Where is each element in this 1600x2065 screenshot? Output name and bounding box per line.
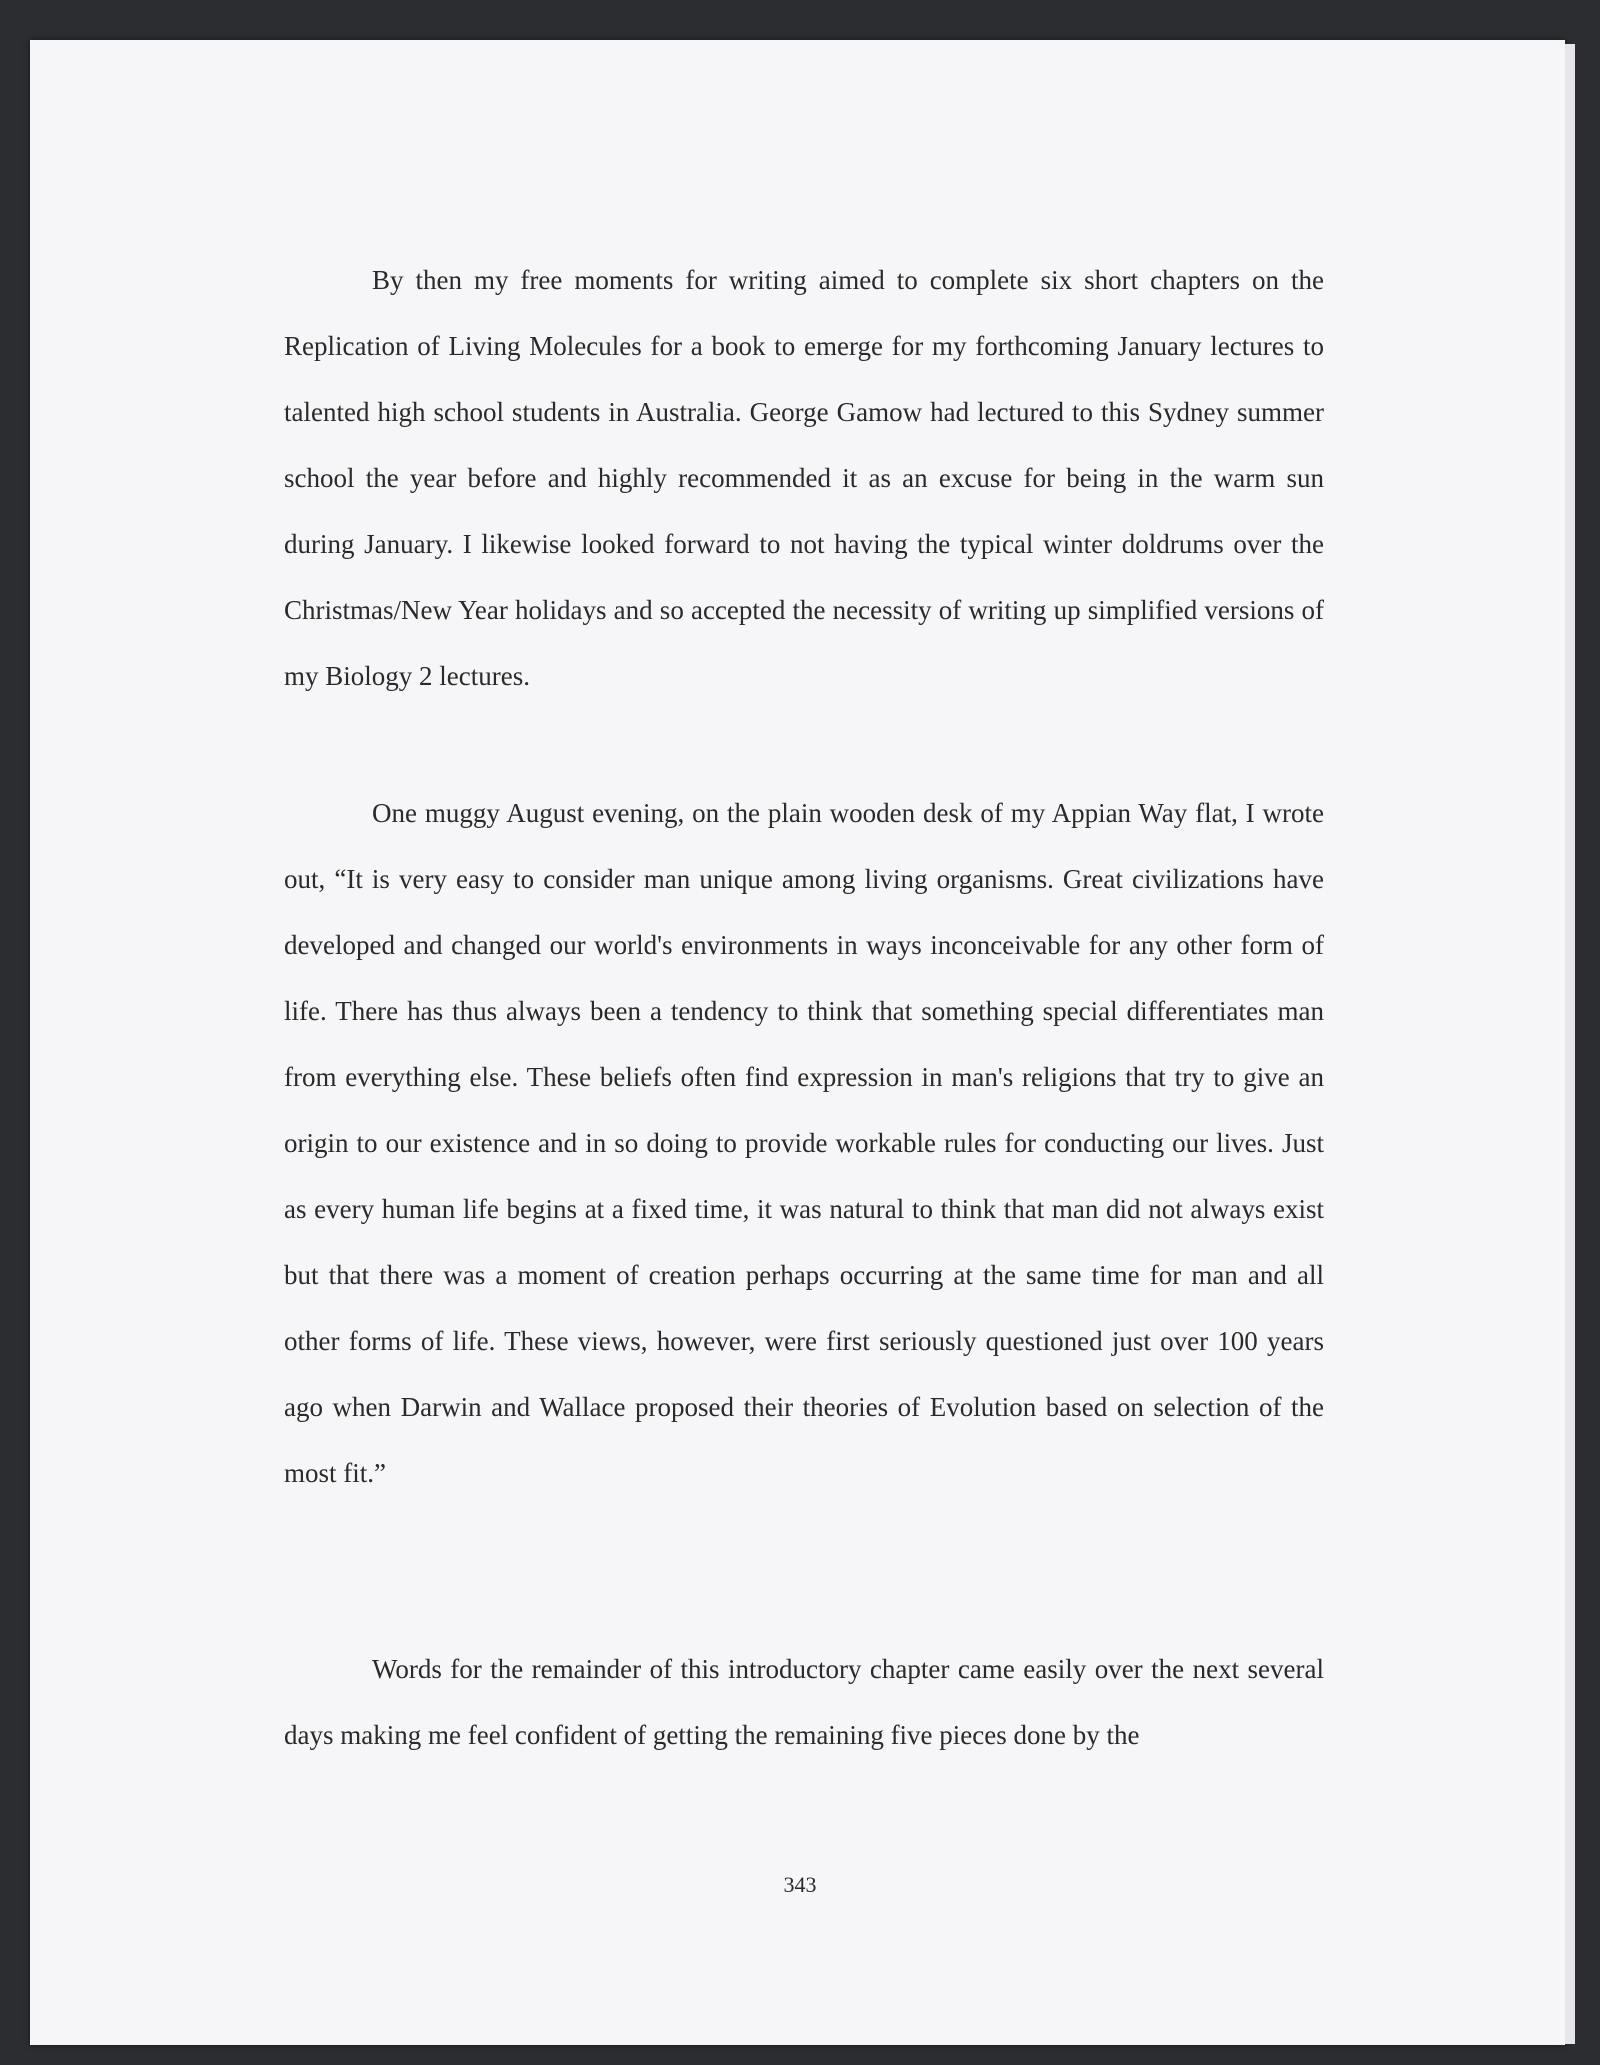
- paragraph-2: One muggy August evening, on the plain wooden desk of my Appian Way flat, I wrote out, “It is very easy to consider man unique among living organisms. Great civilizations have developed and changed our world's environments in ways inconceivable for any other form of life. There has thus always been a tendency to think that something special differentiates man from everything else. These beliefs often find expression in man's religions that try to give an origin to our existence and in so doing to provide workable rules for conducting our lives. Just as every human life begins at a fixed time, it was natural to think that man did not always exist but that there was a moment of creation perhaps occurring at the same time for man and all other forms of life. These views, however, were first seriously questioned just over 100 years ago when Darwin and Wallace proposed their theories of Evolution based on selection of the most fit.”: [284, 798, 1324, 1488]
- paragraph-3: Words for the remainder of this introductory chapter came easily over the next several days making me feel confident of getting the remaining five pieces done by the: [284, 1654, 1324, 1750]
- page-edge: [1565, 44, 1575, 2044]
- paragraph-1: By then my free moments for writing aimed to complete six short chapters on the Replication of Living Molecules for a book to emerge for my forthcoming January lectures to talented high school students in Australia. George Gamow had lectured to this Sydney summer school the year before and highly recommended it as an excuse for being in the warm sun during January. I likewise looked forward to not having the typical winter doldrums over the Christmas/New Year holidays and so accepted the necessity of writing up simplified versions of my Biology 2 lectures.: [284, 265, 1324, 691]
- page-number: 343: [783, 1872, 817, 1897]
